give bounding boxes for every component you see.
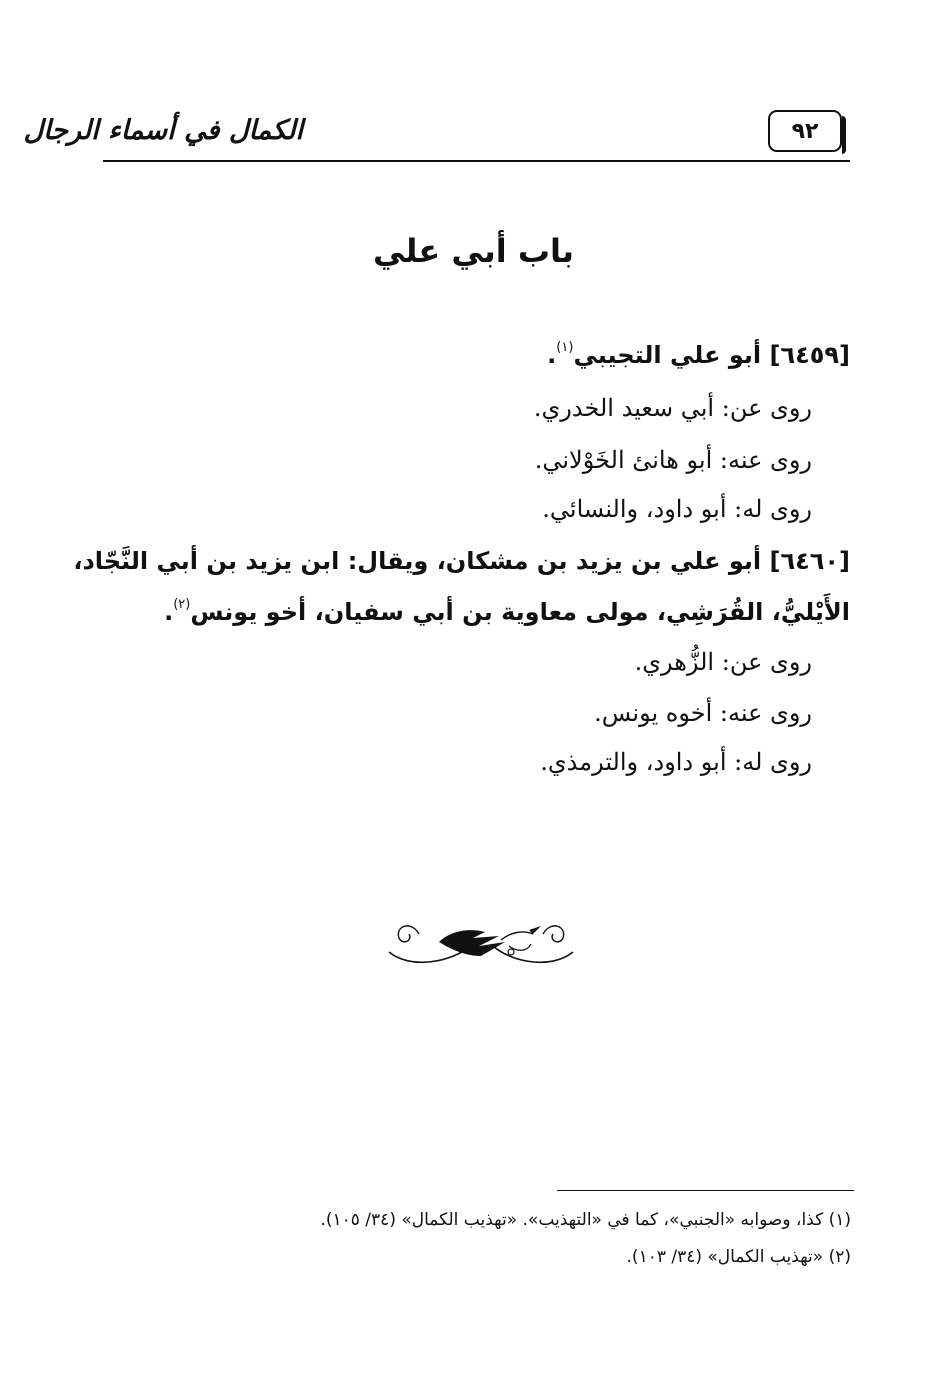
entry-heading: [٦٤٦٠] أبو علي بن يزيد بن مشكان، ويقال: ابن يزيد بن أبي النَّجّاد،: [73, 547, 850, 575]
footnote: (١) كذا، وصوابه «الجنبي»، كما في «التهذيب». «تهذيب الكمال» (٣٤/ ١٠٥).: [320, 1210, 851, 1230]
entry-detail: روى عن: الزُّهري.: [634, 648, 812, 676]
entry-detail: روى له: أبو داود، والترمذي.: [540, 748, 812, 776]
entry-heading-text: [٦٤٥٩] أبو علي التجيبي: [573, 341, 850, 369]
entry-detail: روى له: أبو داود، والنسائي.: [542, 495, 812, 523]
entry-heading-text: الأَيْليُّ، القُرَشِي، مولى معاوية بن أبي سفيان، أخو يونس: [190, 598, 850, 626]
entry-detail: روى عنه: أبو هانئ الخَوْلاني.: [534, 446, 812, 474]
ornament-icon: [381, 912, 581, 968]
entry-heading: [547, 340, 850, 369]
entry-detail: روى عن: أبي سعيد الخدري.: [533, 394, 812, 422]
page-number-box: [768, 110, 842, 152]
entry-detail: روى عنه: أخوه يونس.: [594, 699, 812, 727]
footnote-mark: (٢): [173, 597, 191, 612]
entry-heading-continued: [164, 597, 850, 626]
footnote-mark: (١): [556, 340, 574, 355]
footnote-separator: [557, 1190, 854, 1191]
entry-end-punct: .: [547, 341, 557, 369]
header-rule: [103, 160, 850, 162]
footnote: (٢) «تهذيب الكمال» (٣٤/ ١٠٣).: [626, 1247, 851, 1267]
chapter-title: باب أبي علي: [372, 232, 575, 270]
page-number: ٩٢: [791, 118, 819, 144]
running-title: الكمال في أسماء الرجال: [23, 115, 303, 146]
entry-end-punct: .: [164, 598, 174, 626]
